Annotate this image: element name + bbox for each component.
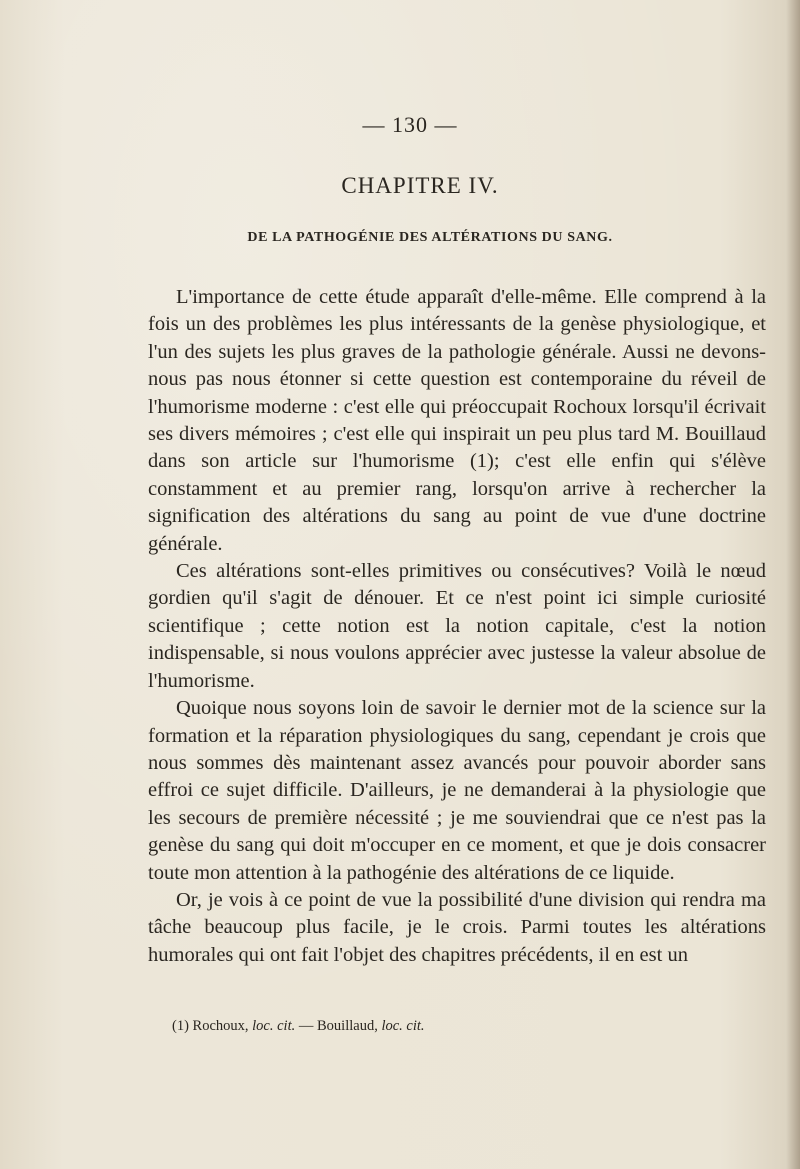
page-number: — 130 — [362, 112, 458, 137]
paragraph: Quoique nous soyons loin de savoir le dernier mot de la science sur la formation et la réparation physiologiques du sang, cependant je crois que nous sommes dès maintenant assez avancés pour pouvoir aborder sans effroi ce sujet difficile. D'ailleurs, je ne demanderai à la physiologie que les secours de première nécessité ; je me souviendrai que ce n'est pas la genèse du sang qui doit m'occuper en ce moment, et que je dois consacrer toute mon attention à la pathogénie des altérations de ce liquide. [148, 697, 766, 884]
footnote-author: Rochoux, [192, 1018, 249, 1034]
footnote-author: Bouillaud, [317, 1018, 378, 1034]
paragraph: Ces altérations sont-elles primitives ou consécutives? Voilà le nœud gordien qu'il s'agit de dénouer. Et ce n'est point ici simple curiosité scientifique ; cette notion est la notion capitale, c'est la notion indispensable, si nous voulons apprécier avec justesse la valeur absolue de l'humorisme. [148, 560, 766, 692]
footnote-marker: (1) [172, 1018, 189, 1034]
paragraph: L'importance de cette étude apparaît d'elle-même. Elle comprend à la fois un des problèmes les plus intéressants de la genèse physiologique, et l'un des sujets les plus graves de la pathologie générale. Aussi ne devons-nous pas nous étonner si cette question est contemporaine du réveil de l'humorisme moderne : c'est elle qui préoccupait Rochoux lorsqu'il écrivait ses divers mémoires ; c'est elle qui inspirait un peu plus tard M. Bouillaud dans son article sur l'humorisme (1); c'est elle enfin qui s'élève constamment et au premier rang, lorsqu'on arrive à rechercher la signification des altérations du sang au point de vue d'une doctrine générale. [148, 286, 766, 555]
footnote [172, 1016, 732, 1036]
footnote-reference: loc. cit. [381, 1018, 425, 1034]
body-text [148, 284, 766, 969]
footnote-reference: loc. cit. [252, 1018, 296, 1034]
footnote-separator: — [298, 1018, 314, 1034]
chapter-title: CHAPITRE IV. [341, 173, 499, 198]
chapter-subtitle: DE LA PATHOGÉNIE DES ALTÉRATIONS DU SANG. [247, 230, 613, 245]
paragraph: Or, je vois à ce point de vue la possibilité d'une division qui rendra ma tâche beaucoup plus facile, je le crois. Parmi toutes les altérations humorales qui ont fait l'objet des chapitres précédents, il en est un [148, 888, 766, 966]
